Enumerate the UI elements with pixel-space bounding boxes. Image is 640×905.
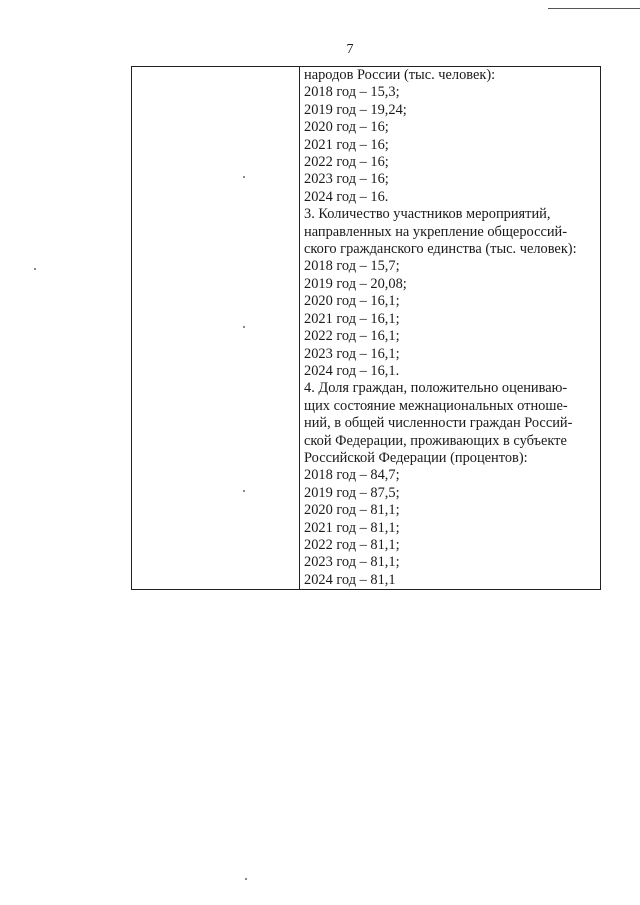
cell-line: ний, в общей численности граждан Россий- <box>304 415 573 432</box>
scan-speck <box>243 176 245 178</box>
scan-speck <box>243 490 245 492</box>
cell-line: 2019 год – 20,08; <box>304 275 407 292</box>
cell-line: ской Федерации, проживающих в субъекте <box>304 432 567 449</box>
cell-line: 3. Количество участников мероприятий, <box>304 206 551 223</box>
cell-line: 2024 год – 16,1. <box>304 362 400 379</box>
cell-line: 2019 год – 19,24; <box>304 101 407 118</box>
top-edge-rule <box>548 8 640 9</box>
cell-line: 2023 год – 16,1; <box>304 345 400 362</box>
cell-line: 2018 год – 15,3; <box>304 84 400 101</box>
cell-line: 2020 год – 81,1; <box>304 502 400 519</box>
scan-speck <box>34 268 36 270</box>
cell-line: 2021 год – 81,1; <box>304 519 400 536</box>
cell-line: Российской Федерации (процентов): <box>304 449 528 466</box>
cell-line: щих состояние межнациональных отноше- <box>304 397 568 414</box>
cell-line: 2020 год – 16; <box>304 119 389 136</box>
scan-speck <box>243 326 245 328</box>
cell-line: направленных на укрепление общероссий- <box>304 223 568 240</box>
cell-line: 2024 год – 16. <box>304 188 389 205</box>
cell-line: 2018 год – 84,7; <box>304 467 400 484</box>
cell-line: 2021 год – 16; <box>304 136 389 153</box>
cell-line: 2021 год – 16,1; <box>304 310 400 327</box>
cell-line: 2023 год – 81,1; <box>304 554 400 571</box>
page-number: 7 <box>346 42 354 57</box>
cell-line: 2022 год – 81,1; <box>304 536 400 553</box>
cell-line: народов России (тыс. человек): <box>304 67 496 83</box>
cell-line: 2019 год – 87,5; <box>304 484 400 501</box>
cell-line: 2018 год – 15,7; <box>304 258 400 275</box>
cell-line: 2024 год – 81,1 <box>304 571 396 588</box>
indicators-table <box>131 66 601 590</box>
scan-speck <box>245 878 247 880</box>
table-cell-left <box>132 67 300 590</box>
cell-line: 2022 год – 16; <box>304 154 389 171</box>
cell-line: 2022 год – 16,1; <box>304 328 400 345</box>
table-cell-right <box>300 67 601 590</box>
cell-line: 2020 год – 16,1; <box>304 293 400 310</box>
cell-line: 4. Доля граждан, положительно оцениваю- <box>304 380 568 397</box>
cell-line: ского гражданского единства (тыс. человек): <box>304 241 577 258</box>
table-row <box>132 67 601 590</box>
cell-line: 2023 год – 16; <box>304 171 389 188</box>
